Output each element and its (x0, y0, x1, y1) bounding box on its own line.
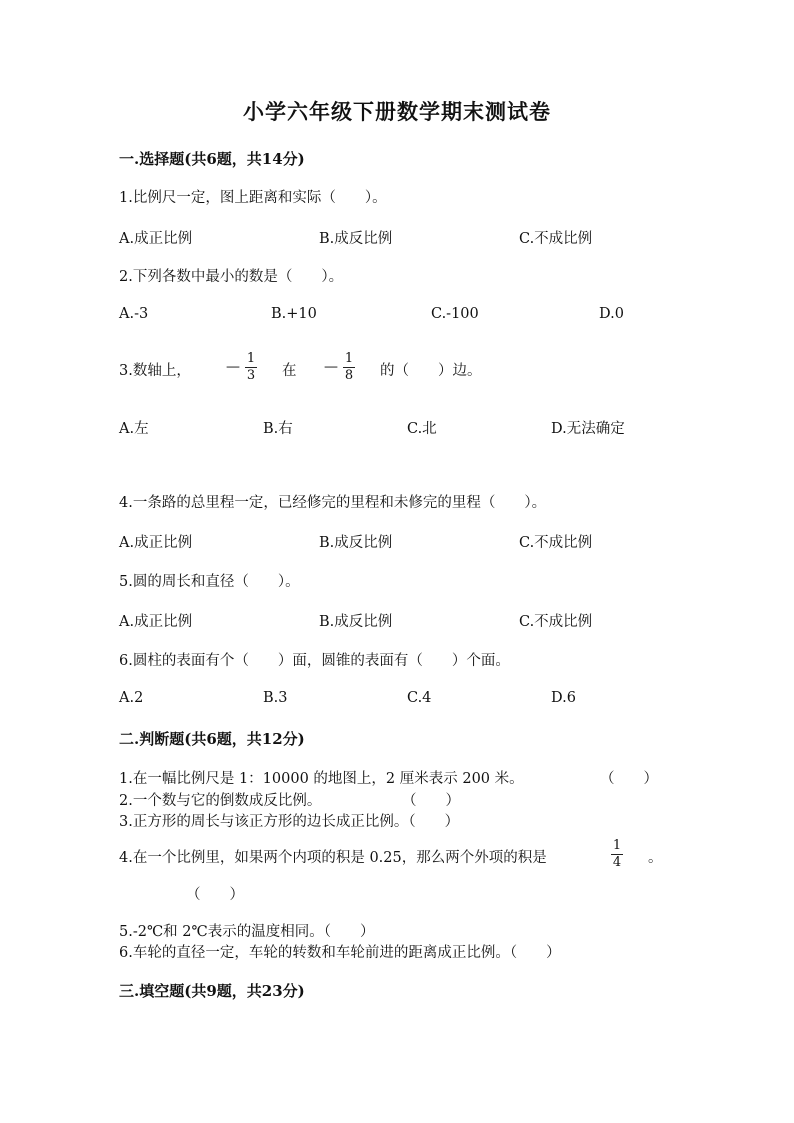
question-3-stem-end: 的（ ）边。 (380, 363, 482, 379)
question-4-option-b: B.成反比例 (319, 535, 393, 551)
fraction-2-sign: — (324, 359, 338, 375)
question-6-option-b: B.3 (263, 690, 288, 706)
question-3-option-d: D.无法确定 (551, 421, 625, 437)
section-heading-fill-in: 三.填空题(共9题，共23分) (119, 982, 305, 1000)
tf-question-3: 3.正方形的周长与该正方形的边长成正比例。（ ） (119, 814, 460, 830)
tf-question-1-blank: （ ） (600, 771, 658, 787)
fraction-1-sign: — (226, 359, 240, 375)
question-3-option-b: B.右 (263, 421, 293, 437)
section-heading-choice: 一.选择题(共6题，共14分) (119, 150, 305, 168)
tf-question-5: 5.-2℃和 2℃表示的温度相同。（ ） (119, 924, 375, 940)
tf-question-4-blank: （ ） (186, 887, 244, 903)
fraction-1-denominator: 3 (246, 368, 256, 383)
fraction-3-denominator: 4 (612, 855, 622, 870)
question-2-option-c: C.-100 (431, 306, 479, 322)
fraction-one-quarter (611, 839, 623, 870)
question-2-option-b: B.+10 (271, 306, 317, 322)
question-6-option-d: D.6 (551, 690, 576, 706)
tf-question-4-end: 。 (648, 850, 663, 866)
tf-question-1: 1.在一幅比例尺是 1：10000 的地图上，2 厘米表示 200 米。 (119, 771, 524, 787)
question-4-option-a: A.成正比例 (119, 535, 193, 551)
question-5-option-a: A.成正比例 (119, 614, 193, 630)
question-6-option-c: C.4 (407, 690, 432, 706)
tf-question-2: 2.一个数与它的倒数成反比例。 (119, 793, 322, 809)
fraction-negative-one-third (245, 352, 257, 383)
question-1-option-b: B.成反比例 (319, 231, 393, 247)
question-1-option-a: A.成正比例 (119, 231, 193, 247)
fraction-negative-one-eighth (343, 352, 355, 383)
question-5-option-c: C.不成比例 (519, 614, 593, 630)
fraction-3-numerator: 1 (612, 838, 622, 853)
question-4-stem: 4.一条路的总里程一定，已经修完的里程和未修完的里程（ ）。 (119, 495, 547, 511)
question-6-stem: 6.圆柱的表面有个（ ）面，圆锥的表面有（ ）个面。 (119, 653, 510, 669)
question-2-option-a: A.-3 (119, 306, 149, 322)
tf-question-4: 4.在一个比例里，如果两个内项的积是 0.25，那么两个外项的积是 (119, 850, 547, 866)
question-2-option-d: D.0 (599, 306, 624, 322)
tf-question-2-blank: （ ） (402, 793, 460, 809)
question-3-option-a: A.左 (119, 421, 149, 437)
question-3-stem-start: 3.数轴上， (119, 363, 191, 379)
question-1-option-c: C.不成比例 (519, 231, 593, 247)
fraction-1-numerator: 1 (246, 351, 256, 366)
question-3-option-c: C.北 (407, 421, 437, 437)
question-1-stem: 1.比例尺一定，图上距离和实际（ ）。 (119, 190, 387, 206)
question-5-stem: 5.圆的周长和直径（ ）。 (119, 574, 300, 590)
question-2-stem: 2.下列各数中最小的数是（ ）。 (119, 269, 344, 285)
question-6-option-a: A.2 (119, 690, 144, 706)
section-heading-true-false: 二.判断题(共6题，共12分) (119, 730, 305, 748)
page-title: 小学六年级下册数学期末测试卷 (243, 99, 551, 124)
fraction-2-denominator: 8 (344, 368, 354, 383)
tf-question-6: 6.车轮的直径一定，车轮的转数和车轮前进的距离成正比例。（ ） (119, 945, 561, 961)
question-4-option-c: C.不成比例 (519, 535, 593, 551)
question-5-option-b: B.成反比例 (319, 614, 393, 630)
question-3-stem-mid: 在 (282, 363, 297, 379)
fraction-2-numerator: 1 (344, 351, 354, 366)
